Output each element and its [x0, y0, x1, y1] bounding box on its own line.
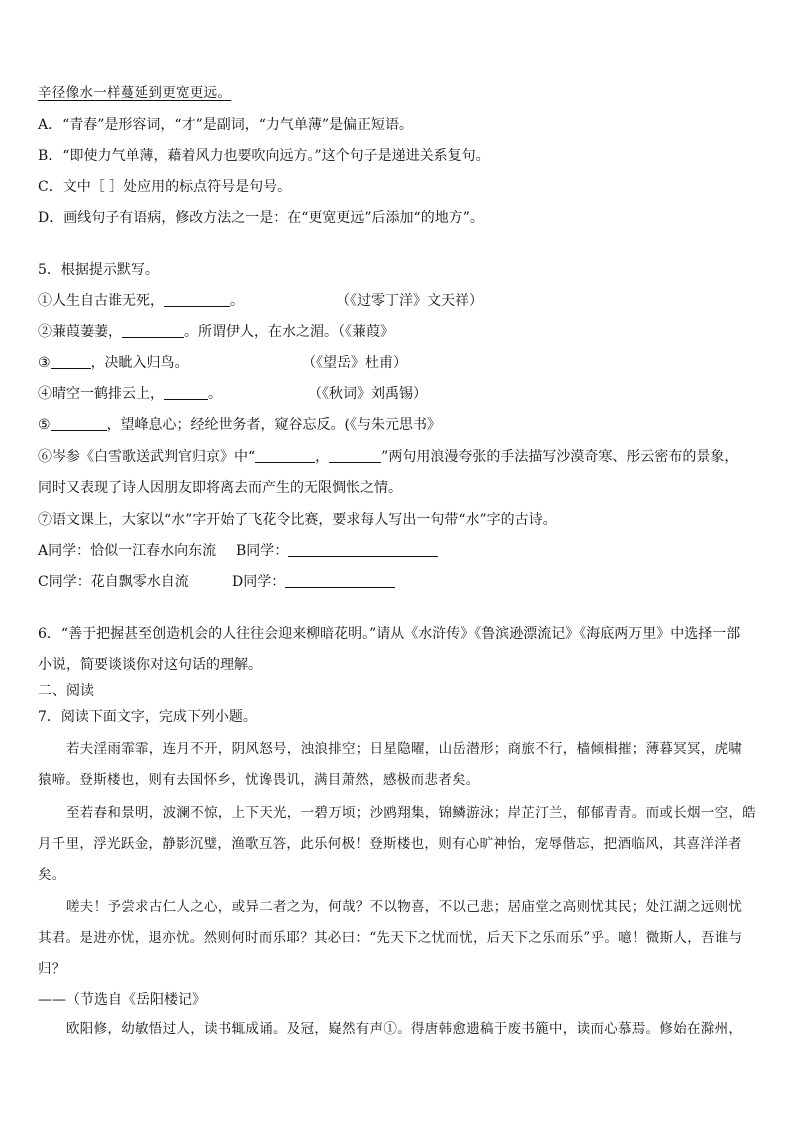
option-c: C．文中［ ］处应用的标点符号是句号。: [38, 179, 292, 195]
q5-item-2-end: 。所谓伊人，在水之湄。（《蒹葭》: [184, 324, 394, 340]
q5-item-4-cite: （《秋词》刘禹锡）: [308, 386, 427, 402]
passage-p3-line1: 嗟夫！予尝求古仁人之心，或异二者之为，何哉？不以物喜，不以己悲；居庙堂之高则忧其民；处江湖之远则忧: [66, 899, 743, 915]
q5-item-4: [38, 384, 758, 404]
q5-item-6: [38, 447, 758, 467]
answer-blank[interactable]: [255, 448, 315, 463]
q5-item-7: ⑦语文课上，大家以“水”字开始了飞花令比赛，要求每人写出一句带“水”字的古诗。: [38, 512, 557, 528]
q5-item-6-comma: ，: [315, 449, 330, 465]
passage-p3-line2: 其君。是进亦忧，退亦忧。然则何时而乐耶？其必曰：“先天下之忧而忧，后天下之乐而乐”乎。噫！微斯人，吾谁与: [38, 930, 743, 946]
passage-p4-line1: 欧阳修，幼敏悟过人，读书辄成诵。及冠，嶷然有声①。得唐韩愈遗稿于废书簏中，读而心慕焉。修始在滁州，: [66, 1021, 743, 1037]
section-heading: 二、阅读: [38, 683, 94, 699]
answer-blank[interactable]: [329, 448, 381, 463]
q5-item-7-students-cd: [38, 572, 758, 592]
option-b: B．“即使力气单薄，藉着风力也要吹向远方。”这个句子是递进关系复句。: [38, 148, 490, 164]
q5-item-2-text: ②蒹葭萋萋，: [38, 324, 122, 340]
student-b: [236, 541, 438, 561]
passage-p2-line3: 矣。: [38, 867, 66, 883]
student-c-answer: C同学：花自飘零水自流: [38, 574, 189, 590]
q5-item-2: [38, 322, 758, 342]
q5-item-1: [38, 291, 758, 311]
q5-item-6-text: ⑥岑参《白雪歌送武判官归京》中“: [38, 449, 256, 465]
answer-blank[interactable]: [122, 323, 184, 338]
passage-p3-line3: 归？: [38, 961, 66, 977]
q7-title: 7．阅读下面文字，完成下列小题。: [38, 709, 257, 725]
underlined-sentence: 辛径像水一样蔓延到更宽更远。: [38, 85, 232, 101]
q5-title: 5．根据提示默写。: [38, 262, 159, 278]
q5-item-1-text: ①人生自古谁无死，: [38, 293, 164, 309]
q5-item-4-text: ④晴空一鹤排云上，: [38, 386, 164, 402]
q5-item-1-end: 。: [230, 293, 244, 309]
answer-blank[interactable]: [164, 292, 230, 307]
q5-item-3-cite: （《望岳》杜甫）: [302, 355, 407, 371]
passage-p2-line2: 月千里，浮光跃金，静影沉璧，渔歌互答，此乐何极！登斯楼也，则有心旷神怡，宠辱偕忘，把酒临风，其喜洋洋者: [38, 836, 742, 852]
passage-p1-line1: 若夫淫雨霏霏，连月不开，阴风怒号，浊浪排空；日星隐曜，山岳潜形；商旅不行，樯倾楫摧；薄暮冥冥，虎啸: [66, 741, 743, 757]
student-a-answer: A同学：恰似一江春水向东流: [38, 543, 217, 559]
option-d: D．画线句子有语病，修改方法之一是：在“更宽更远”后添加“的地方”。: [38, 210, 484, 226]
answer-blank[interactable]: [51, 416, 107, 431]
answer-blank[interactable]: [51, 354, 91, 369]
q6-line-2: 小说，简要谈谈你对这句话的理解。: [38, 657, 262, 673]
q5-item-3-text: ③: [38, 355, 51, 371]
q5-item-3: [38, 353, 758, 373]
passage-p1-line2: 猿啼。登斯楼也，则有去国怀乡，忧谗畏讥，满目萧然，感极而悲者矣。: [38, 772, 480, 788]
q5-item-6-line2: 同时又表现了诗人因朋友即将离去而产生的无限惆怅之情。: [38, 480, 402, 496]
answer-blank[interactable]: [288, 542, 438, 557]
student-d-label: D同学：: [232, 574, 286, 590]
answer-blank[interactable]: [164, 385, 208, 400]
passage-source: ——（节选自《岳阳楼记》: [38, 992, 206, 1008]
q5-item-5-text: ⑤: [38, 417, 51, 433]
student-b-label: B同学：: [236, 543, 289, 559]
student-d: [232, 572, 395, 592]
q5-item-4-end: 。: [208, 386, 222, 402]
q5-item-3-end: ，决眦入归鸟。: [90, 355, 189, 371]
q6-line-1: 6．“善于把握甚至创造机会的人往往会迎来柳暗花明。”请从《水浒传》《鲁滨逊漂流记》《海底两万里》中选择一部: [38, 626, 741, 642]
q5-item-5: [38, 415, 758, 435]
q5-item-5-end: ，望峰息心；经纶世务者，窥谷忘反。(《与朱元思书》: [106, 417, 442, 433]
q5-item-1-cite: （《过零丁洋》文天祥）: [336, 293, 483, 309]
passage-p2-line1: 至若春和景明，波澜不惊，上下天光，一碧万顷；沙鸥翔集，锦鳞游泳；岸芷汀兰，郁郁青青。而或长烟一空，皓: [66, 805, 756, 821]
q5-item-6-end: ”两句用浪漫夸张的手法描写沙漠奇寒、彤云密布的景象，: [381, 449, 739, 465]
option-a: A．“青春”是形容词，“才”是副词，“力气单薄”是偏正短语。: [38, 117, 414, 133]
answer-blank[interactable]: [285, 573, 395, 588]
q5-item-7-students-ab: [38, 541, 758, 561]
